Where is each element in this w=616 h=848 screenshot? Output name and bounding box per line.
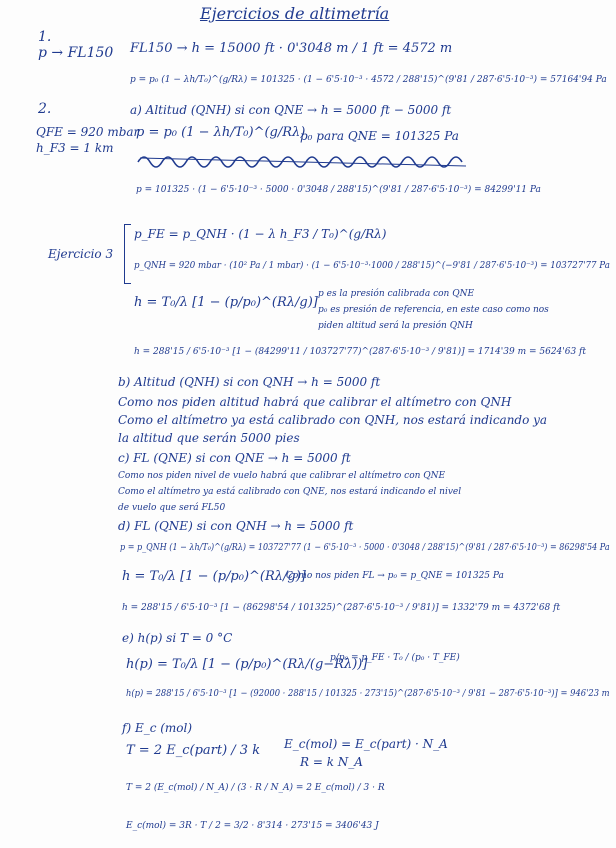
- line-02: p = p₀ (1 − λh/T₀)^(g/Rλ) = 101325 · (1 − 6'5·10⁻³ · 4572 / 288'15)^(9'81 / 287·6'5·10⁻³) = 57164'94 Pa: [130, 75, 607, 85]
- line-03: a) Altitud (QNH) si con QNE → h = 5000 ft − 5000 ft: [130, 103, 452, 117]
- page-title: Ejercicios de altimetría: [200, 4, 390, 23]
- line-15: Como nos piden altitud habrá que calibrar el altímetro con QNH: [118, 395, 512, 409]
- line-17: la altitud que serán 5000 pies: [118, 431, 300, 445]
- line-29: p/p₀ = p_FE · T₀ / (p₀ · T_FE): [330, 653, 460, 663]
- section-3-label: Ejercicio 3: [48, 247, 114, 261]
- line-20: Como el altímetro ya está calibrado con QNE, nos estará indicando el nivel: [118, 487, 462, 497]
- line-01: FL150 → h = 15000 ft · 0'3048 m / 1 ft = 4572 m: [130, 41, 453, 56]
- line-06: p = 101325 · (1 − 6'5·10⁻³ · 5000 · 0'3048 / 288'15)^(9'81 / 287·6'5·10⁻³) = 84299'11 Pa: [136, 185, 541, 195]
- section-1-number: 1.: [38, 29, 52, 45]
- line-12: piden altitud será la presión QNH: [318, 321, 473, 331]
- line-16: Como el altímetro ya está calibrado con QNH, nos estará indicando ya: [118, 413, 548, 427]
- line-04: p = p₀ (1 − λh/T₀)^(g/Rλ): [136, 125, 306, 140]
- line-18: c) FL (QNE) si con QNE → h = 5000 ft: [118, 451, 351, 465]
- line-35: T = 2 (E_c(mol) / N_A) / (3 · R / N_A) = 2 E_c(mol) / 3 · R: [126, 783, 385, 793]
- line-14: b) Altitud (QNH) si con QNH → h = 5000 ft: [118, 375, 381, 389]
- line-25: Como nos piden FL → p₀ = p_QNE = 101325 Pa: [286, 571, 504, 581]
- section-2-number: 2.: [38, 101, 52, 117]
- line-22: d) FL (QNE) si con QNH → h = 5000 ft: [118, 519, 354, 533]
- line-11: p₀ es presión de referencia, en este caso como nos: [318, 305, 549, 315]
- line-31: f) E_c (mol): [122, 721, 193, 735]
- section-2-given-2: h_F3 = 1 km: [36, 141, 114, 155]
- section-2-given-1: QFE = 920 mbar: [36, 125, 140, 139]
- line-24: h = T₀/λ [1 − (p/p₀)^(Rλ/g)]: [122, 569, 306, 584]
- line-13: h = 288'15 / 6'5·10⁻³ [1 − (84299'11 / 103727'77)^(287·6'5·10⁻³ / 9'81)] = 1714'39 m = 5624'63 ft: [134, 347, 586, 357]
- line-26: h = 288'15 / 6'5·10⁻³ [1 − (86298'54 / 101325)^(287·6'5·10⁻³ / 9'81)] = 1332'79 m = 4372'68 ft: [122, 603, 561, 613]
- line-21: de vuelo que será FL50: [118, 503, 226, 513]
- section-1-given: p → FL150: [38, 45, 114, 61]
- line-19: Como nos piden nivel de vuelo habrá que calibrar el altímetro con QNE: [118, 471, 446, 481]
- line-05: p₀ para QNE = 101325 Pa: [300, 129, 459, 143]
- line-27: e) h(p) si T = 0 °C: [122, 631, 233, 645]
- line-23: p = p_QNH (1 − λh/T₀)^(g/Rλ) = 103727'77 (1 − 6'5·10⁻³ · 5000 · 0'3048 / 288'15)^(9'81 / 287·6'5·10⁻³) = 86298'54 Pa: [120, 543, 610, 553]
- line-30: h(p) = 288'15 / 6'5·10⁻³ [1 − (92000 · 288'15 / 101325 · 273'15)^(287·6'5·10⁻³ / 9'81 − 287·6'5·10⁻³)] = 946'23 m: [126, 689, 610, 699]
- line-34: R = k N_A: [300, 755, 363, 769]
- line-10: p es la presión calibrada con QNE: [318, 289, 475, 299]
- line-09: h = T₀/λ [1 − (p/p₀)^(Rλ/g)]: [134, 295, 318, 310]
- scribbled-out-line: [136, 150, 476, 172]
- line-36: E_c(mol) = 3R · T / 2 = 3/2 · 8'314 · 273'15 = 3406'43 J: [126, 821, 379, 831]
- system-bracket: [124, 224, 131, 284]
- line-28: h(p) = T₀/λ [1 − (p/p₀)^(Rλ/(g−Rλ))]: [126, 657, 368, 672]
- line-32: T = 2 E_c(part) / 3 k: [126, 743, 261, 758]
- line-07: p_FE = p_QNH · (1 − λ h_F3 / T₀)^(g/Rλ): [134, 227, 387, 241]
- line-08: p_QNH = 920 mbar · (10² Pa / 1 mbar) · (1 − 6'5·10⁻³·1000 / 288'15)^(−9'81 / 287·6'5·10⁻³) = 103727'77 Pa: [134, 261, 610, 271]
- line-33: E_c(mol) = E_c(part) · N_A: [284, 737, 448, 751]
